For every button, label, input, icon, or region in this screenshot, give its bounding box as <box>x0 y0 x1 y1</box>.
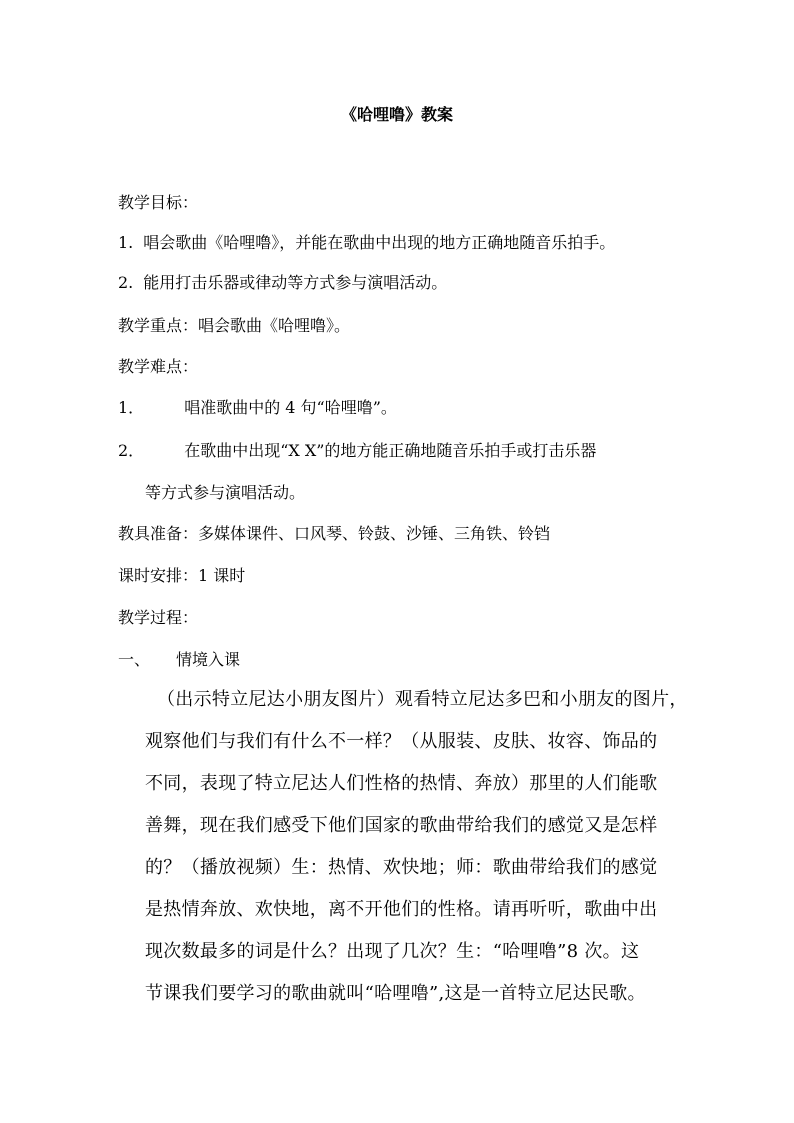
paragraph-line: 现次数最多的词是什么？出现了几次？生：“哈哩噜”8 次。这 <box>145 941 640 962</box>
difficulty-heading: 教学难点： <box>118 357 199 376</box>
objective-item-2 <box>118 271 447 295</box>
materials: 教具准备：多媒体课件、口风琴、铃鼓、沙锤、三角铁、铃铛 <box>118 524 551 543</box>
paragraph-line: 是热情奔放、欢快地，离不开他们的性格。请再听听，歌曲中出 <box>145 899 658 920</box>
process-heading: 教学过程： <box>118 608 199 627</box>
schedule: 课时安排：1 课时 <box>118 566 246 585</box>
objective-text: 能用打击乐器或律动等方式参与演唱活动。 <box>143 273 448 292</box>
difficulty-text: 唱准歌曲中的 4 句“哈哩噜”。 <box>184 398 397 417</box>
key-point: 教学重点：唱会歌曲《哈哩噜》。 <box>118 316 351 335</box>
difficulty-number: 1． <box>118 398 145 417</box>
paragraph-line: 观察他们与我们有什么不一样？（从服装、皮肤、妆容、饰品的 <box>145 731 658 752</box>
paragraph-line: 不同，表现了特立尼达人们性格的热情、奔放）那里的人们能歌 <box>145 773 658 794</box>
difficulty-item-2-continuation: 等方式参与演唱活动。 <box>145 483 306 502</box>
objective-number: 2. <box>118 273 134 292</box>
objective-number: 1. <box>118 233 134 252</box>
paragraph-line: 节课我们要学习的歌曲就叫“哈哩噜”,这是一首特立尼达民歌。 <box>145 983 646 1004</box>
difficulty-item-1 <box>118 396 397 420</box>
section-number: 一、 <box>118 650 151 669</box>
difficulty-number: 2． <box>118 441 145 460</box>
section-one-heading <box>118 648 240 672</box>
paragraph-line: 的？（播放视频）生：热情、欢快地；师：歌曲带给我们的感觉 <box>145 857 658 878</box>
paragraph-line: （出示特立尼达小朋友图片）观看特立尼达多巴和小朋友的图片， <box>157 689 688 710</box>
paragraph-line: 善舞，现在我们感受下他们国家的歌曲带给我们的感觉又是怎样 <box>145 815 658 836</box>
difficulty-text: 在歌曲中出现“X X”的地方能正确地随音乐拍手或打击乐器 <box>184 441 597 460</box>
objectives-heading: 教学目标： <box>118 193 199 212</box>
section-title: 情境入课 <box>176 650 241 669</box>
document-title: 《哈哩噜》教案 <box>340 105 453 124</box>
objective-item-1 <box>118 231 615 255</box>
difficulty-item-2 <box>118 439 596 463</box>
objective-text: 唱会歌曲《哈哩噜》，并能在歌曲中出现的地方正确地随音乐拍手。 <box>143 233 616 252</box>
